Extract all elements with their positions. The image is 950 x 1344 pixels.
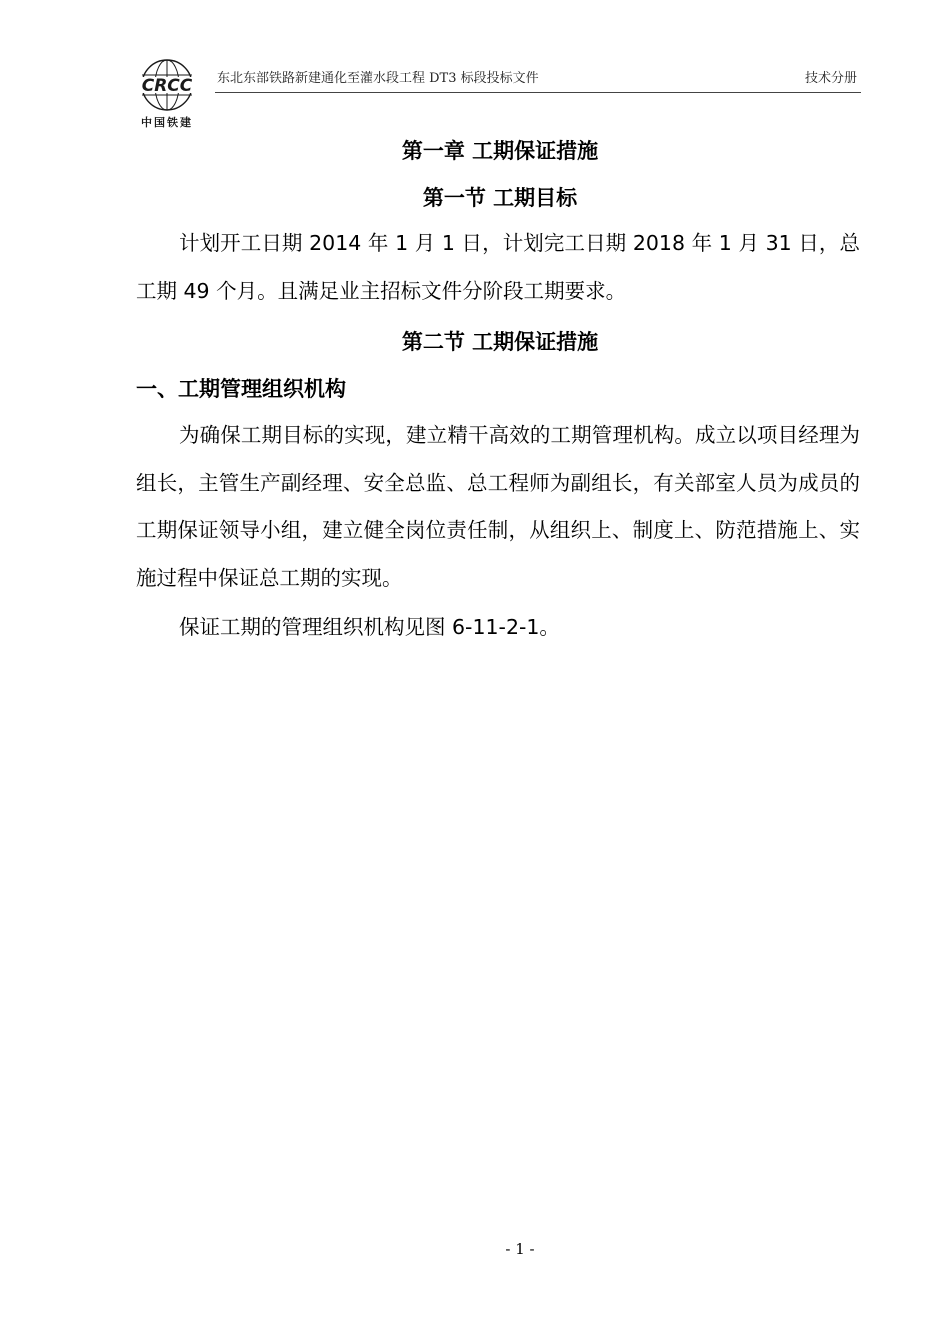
header-divider	[215, 92, 861, 93]
crcc-logo	[125, 58, 210, 128]
schedule-goal-paragraph: 计划开工日期 2014 年 1 月 1 日，计划完工日期 2018 年 1 月 31 日，总工期 49 个月。且满足业主招标文件分阶段工期要求。	[136, 231, 860, 303]
header-document-title: 东北东部铁路新建通化至灌水段工程 DT3 标段投标文件	[217, 71, 539, 86]
page-number: - 1 -	[505, 1240, 535, 1258]
section-title-schedule-goal: 第一节 工期目标	[422, 186, 578, 210]
header-volume-label: 技术分册	[804, 71, 857, 86]
section-title-schedule-measures: 第二节 工期保证措施	[401, 330, 599, 354]
organization-paragraph: 为确保工期目标的实现，建立精干高效的工期管理机构。成立以项目经理为组长，主管生产副经理、安全总监、总工程师为副组长，有关部室人员为成员的工期保证领导小组，建立健全岗位责任制，从组织上、制度上、防范措施上、实施过程中保证总工期的实现。	[136, 423, 860, 590]
figure-reference-paragraph: 保证工期的管理组织机构见图 6-11-2-1。	[179, 615, 560, 639]
subsection-title-organization: 一、工期管理组织机构	[136, 377, 346, 401]
page-header	[125, 58, 861, 128]
svg-text:中国铁建: 中国铁建	[141, 116, 193, 128]
chapter-title: 第一章 工期保证措施	[401, 139, 599, 163]
svg-text:CRCC: CRCC	[141, 76, 193, 96]
